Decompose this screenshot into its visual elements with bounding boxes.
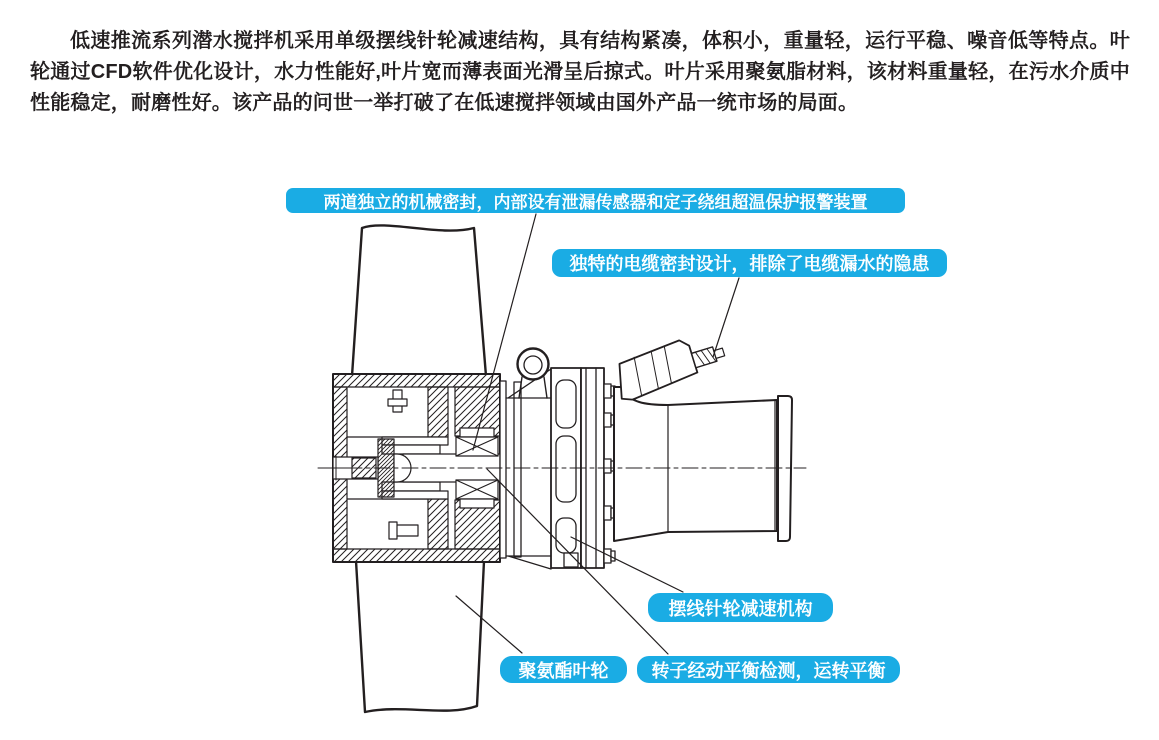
callout-impeller <box>500 656 627 683</box>
callout-impeller-label: 聚氨酯叶轮 <box>518 660 609 681</box>
callout-cycloid-reducer-label: 摆线针轮减速机构 <box>668 598 813 619</box>
callout-cable-seal-label: 独特的电缆密封设计，排除了电缆漏水的隐患 <box>569 254 930 274</box>
callout-rotor-balance-label: 转子经动平衡检测，运转平衡 <box>651 660 886 681</box>
callout-cable-seal <box>552 249 947 277</box>
intro-paragraph: 低速推流系列潜水搅拌机采用单级摆线针轮减速结构，具有结构紧凑，体积小，重量轻，运行平稳、噪音低等特点。叶轮通过CFD软件优化设计，水力性能好,叶片宽而薄表面光滑呈后掠式。叶片采用聚氨脂材料，该材料重量轻，在污水介质中性能稳定，耐磨性好。该产品的问世一举打破了在低速搅拌领域由国外产品一统市场的局面。 <box>30 30 1130 114</box>
leader-cable-seal <box>713 278 739 357</box>
adapter-plates <box>500 369 551 569</box>
impeller-blade-upper <box>352 225 486 376</box>
cable-gland <box>610 329 729 403</box>
motor-body <box>614 387 777 541</box>
impeller-blade-lower <box>356 561 484 712</box>
callout-mechanical-seal-label: 两道独立的机械密封，内部设有泄漏传感器和定子绕组超温保护报警装置 <box>323 193 868 212</box>
callout-cycloid-reducer <box>648 593 833 622</box>
lifting-eye <box>518 349 549 399</box>
callout-rotor-balance <box>637 656 900 683</box>
callout-mechanical-seal <box>286 188 905 213</box>
